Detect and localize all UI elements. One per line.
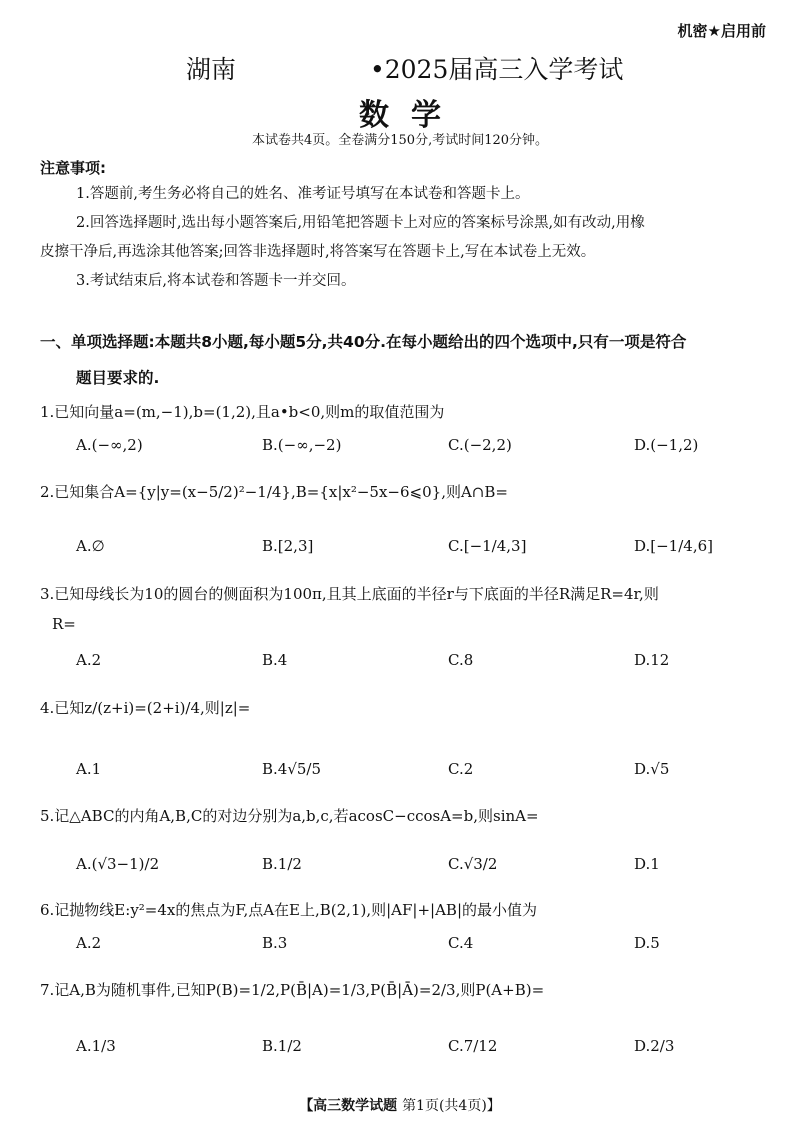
question-2-option-b: B.[2,3] bbox=[262, 537, 314, 555]
confidential-mark: 机密★启用前 bbox=[677, 22, 766, 40]
question-3-stem-cont: R= bbox=[52, 615, 76, 633]
question-2-option-c: C.[−1/4,3] bbox=[448, 537, 527, 555]
notice-item-2b: 皮擦干净后,再选涂其他答案;回答非选择题时,将答案写在答题卡上,写在本试卷上无效。 bbox=[40, 244, 596, 260]
question-5-option-c: C.√3/2 bbox=[448, 855, 498, 873]
question-3-stem: 3.已知母线长为10的圆台的侧面积为100π,且其上底面的半径r与下底面的半径R满足R=4r,则 bbox=[40, 585, 659, 603]
question-3-option-c: C.8 bbox=[448, 651, 474, 669]
question-6-option-d: D.5 bbox=[634, 934, 660, 952]
question-3-option-d: D.12 bbox=[634, 651, 670, 669]
question-6-stem: 6.记抛物线E:y²=4x的焦点为F,点A在E上,B(2,1),则|AF|+|AB|的最小值为 bbox=[40, 901, 537, 919]
question-5-stem: 5.记△ABC的内角A,B,C的对边分别为a,b,c,若acosC−ccosA=b,则sinA= bbox=[40, 807, 539, 825]
question-5-option-a: A.(√3−1)/2 bbox=[76, 855, 160, 873]
question-3-option-b: B.4 bbox=[262, 651, 288, 669]
subject-title: 数学 bbox=[359, 98, 463, 133]
question-6-option-c: C.4 bbox=[448, 934, 474, 952]
question-5-option-b: B.1/2 bbox=[262, 855, 302, 873]
question-1-stem: 1.已知向量a=(m,−1),b=(1,2),且a•b<0,则m的取值范围为 bbox=[40, 403, 445, 421]
question-4-stem: 4.已知z/(z+i)=(2+i)/4,则|z|= bbox=[40, 699, 251, 717]
question-2-option-d: D.[−1/4,6] bbox=[634, 537, 713, 555]
exam-title-region: 湖南 bbox=[186, 55, 237, 84]
notice-item-1: 1.答题前,考生务必将自己的姓名、准考证号填写在本试卷和答题卡上。 bbox=[76, 186, 530, 202]
question-6-option-a: A.2 bbox=[76, 934, 102, 952]
question-2-stem: 2.已知集合A={y|y=(x−5/2)²−1/4},B={x|x²−5x−6⩽0},则A∩B= bbox=[40, 483, 508, 501]
section-heading: 一、单项选择题:本题共8小题,每小题5分,共40分.在每小题给出的四个选项中,只有一项是符合 bbox=[40, 333, 687, 351]
question-7-option-a: A.1/3 bbox=[76, 1037, 116, 1055]
question-7-option-b: B.1/2 bbox=[262, 1037, 302, 1055]
notice-item-2a: 2.回答选择题时,选出每小题答案后,用铅笔把答题卡上对应的答案标号涂黑,如有改动,用橡 bbox=[76, 215, 645, 231]
question-1-option-d: D.(−1,2) bbox=[634, 436, 699, 454]
exam-title-name: •2025届高三入学考试 bbox=[370, 55, 624, 84]
notice-heading: 注意事项: bbox=[40, 159, 106, 177]
footer-page-number: 第1页(共4页)】 bbox=[402, 1098, 501, 1114]
question-3-option-a: A.2 bbox=[76, 651, 102, 669]
question-4-option-a: A.1 bbox=[76, 760, 102, 778]
exam-info: 本试卷共4页。全卷满分150分,考试时间120分钟。 bbox=[251, 133, 549, 148]
question-1-option-a: A.(−∞,2) bbox=[76, 436, 143, 454]
notice-item-3: 3.考试结束后,将本试卷和答题卡一并交回。 bbox=[76, 273, 356, 289]
question-7-stem: 7.记A,B为随机事件,已知P(B)=1/2,P(B̄|A)=1/3,P(B̄|Ā)=2/3,则P(A+B)= bbox=[40, 981, 545, 999]
question-1-option-b: B.(−∞,−2) bbox=[262, 436, 342, 454]
page-footer bbox=[0, 1095, 800, 1115]
question-4-option-d: D.√5 bbox=[634, 760, 670, 778]
section-heading-cont: 题目要求的. bbox=[76, 369, 160, 387]
question-7-option-d: D.2/3 bbox=[634, 1037, 675, 1055]
question-5-option-d: D.1 bbox=[634, 855, 660, 873]
question-7-option-c: C.7/12 bbox=[448, 1037, 498, 1055]
footer-label: 【高三数学试题 bbox=[299, 1098, 398, 1114]
question-4-option-c: C.2 bbox=[448, 760, 474, 778]
question-1-option-c: C.(−2,2) bbox=[448, 436, 512, 454]
question-2-option-a: A.∅ bbox=[76, 537, 105, 555]
question-4-option-b: B.4√5/5 bbox=[262, 760, 322, 778]
question-6-option-b: B.3 bbox=[262, 934, 288, 952]
